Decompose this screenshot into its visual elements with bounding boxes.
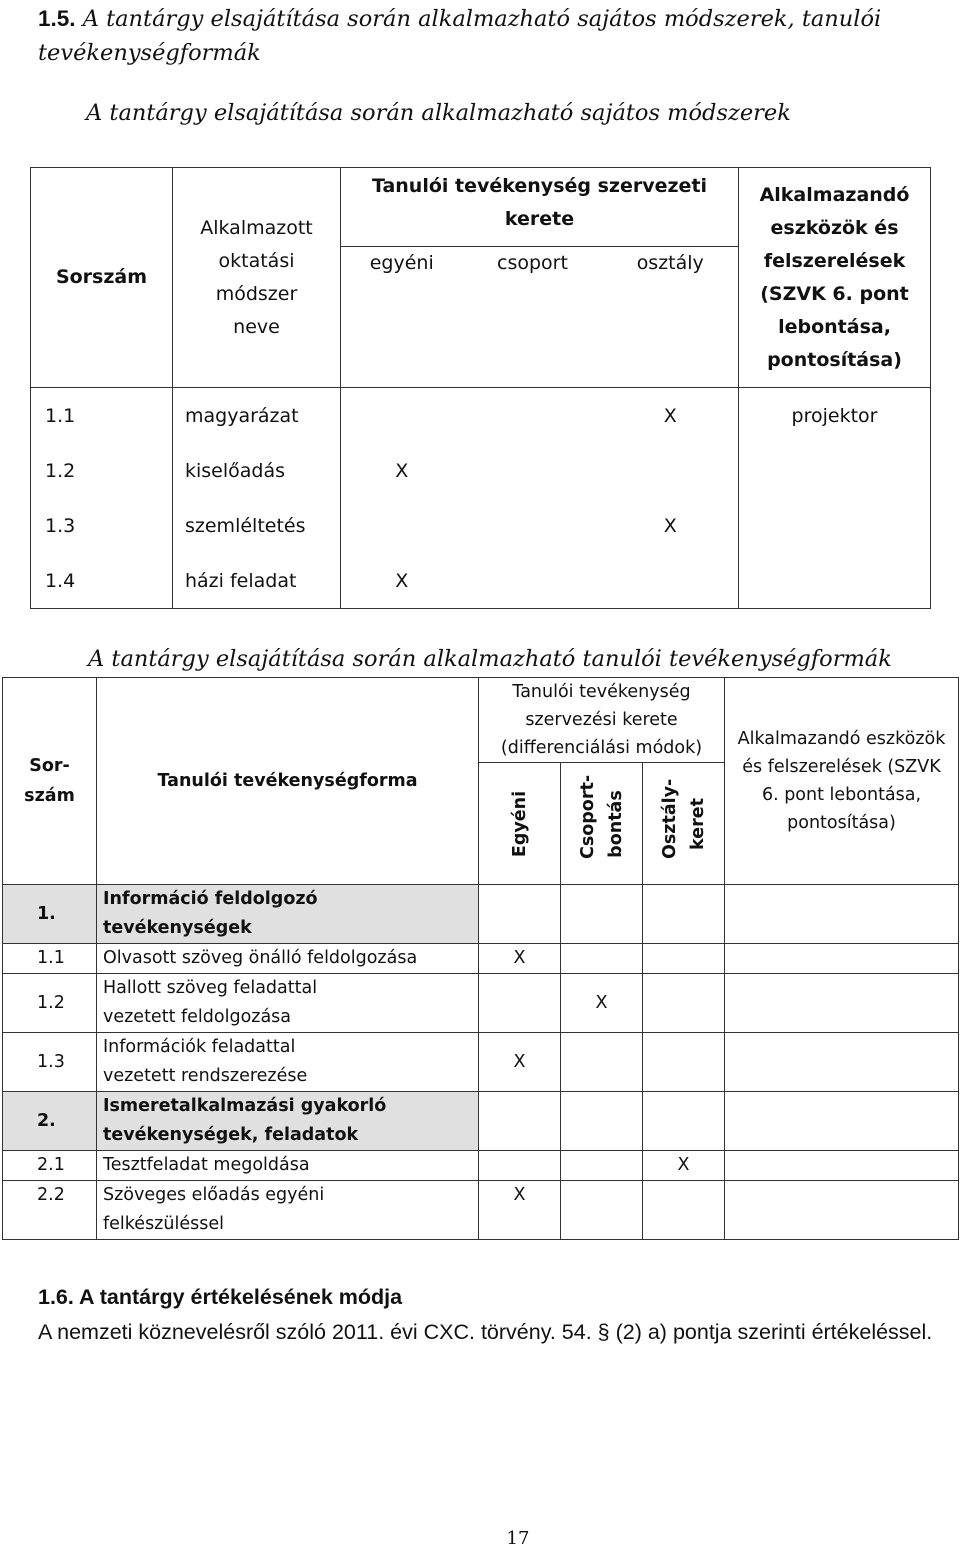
row-tools [725, 974, 959, 1033]
row-class: X [603, 498, 739, 553]
row-class [643, 944, 725, 974]
row-tools [725, 885, 959, 944]
section-number: 1.5. [38, 6, 76, 31]
row-individual: X [479, 944, 561, 974]
row-individual [479, 974, 561, 1033]
header-individual: Egyéni [509, 790, 530, 857]
row-individual [479, 885, 561, 944]
row-group [561, 1181, 643, 1240]
row-num: 1.2 [3, 974, 97, 1033]
table-row [3, 885, 959, 944]
row-name: szemléltetés [173, 498, 341, 553]
header-sorszam: Sorszám [31, 168, 173, 388]
row-tools: projektor [739, 388, 931, 444]
row-class: X [643, 1151, 725, 1181]
row-group [463, 553, 603, 609]
activity-table-caption: A tantárgy elsajátítása során alkalmazható tanulói tevékenységformák [88, 646, 892, 672]
table-row [3, 1092, 959, 1151]
header-class: osztály [603, 247, 739, 388]
row-name: házi feladat [173, 553, 341, 609]
row-class [643, 974, 725, 1033]
row-num: 1.3 [31, 498, 173, 553]
row-name: Olvasott szöveg önálló feldolgozása [97, 944, 479, 974]
row-num: 1.3 [3, 1033, 97, 1092]
row-num: 2.2 [3, 1181, 97, 1240]
row-tools [739, 443, 931, 498]
row-class [603, 443, 739, 498]
header-group: Csoport-bontás [577, 774, 626, 859]
row-group [561, 1151, 643, 1181]
row-num: 2. [3, 1092, 97, 1151]
table-row [3, 974, 959, 1033]
row-group [463, 443, 603, 498]
row-individual: X [479, 1033, 561, 1092]
row-group [561, 885, 643, 944]
row-tools [725, 1151, 959, 1181]
row-individual: X [479, 1181, 561, 1240]
row-individual [341, 498, 463, 553]
row-num: 1.2 [31, 443, 173, 498]
row-class: X [603, 388, 739, 444]
page-number: 17 [506, 1528, 530, 1549]
row-num: 1.1 [31, 388, 173, 444]
row-num: 1. [3, 885, 97, 944]
header-activity: Tanulói tevékenységforma [97, 678, 479, 885]
row-num: 1.1 [3, 944, 97, 974]
row-class [643, 1033, 725, 1092]
header-class: Osztály-keret [659, 778, 708, 859]
row-class [603, 553, 739, 609]
row-individual: X [341, 443, 463, 498]
row-class [643, 1092, 725, 1151]
row-tools [739, 498, 931, 553]
row-class [643, 885, 725, 944]
row-individual: X [341, 553, 463, 609]
row-class [643, 1181, 725, 1240]
row-name: magyarázat [173, 388, 341, 444]
row-group [561, 1092, 643, 1151]
header-individual: egyéni [341, 247, 463, 388]
row-group [561, 1033, 643, 1092]
header-tools: Alkalmazandó eszközök és felszerelések (SZVK 6. pont lebontása, pontosítása) [739, 168, 931, 388]
methods-table-caption: A tantárgy elsajátítása során alkalmazható sajátos módszerek [86, 100, 791, 126]
row-name: Szöveges előadás egyéni felkészüléssel [97, 1181, 479, 1240]
table-row [3, 1181, 959, 1240]
row-group [463, 388, 603, 444]
row-num: 2.1 [3, 1151, 97, 1181]
header-org-frame: Tanulói tevékenység szervezeti kerete [341, 168, 739, 247]
header-method: Alkalmazott oktatási módszer neve [173, 168, 341, 388]
section-heading-1-6: 1.6. A tantárgy értékelésének módja [38, 1285, 403, 1309]
row-group: X [561, 974, 643, 1033]
row-tools [739, 553, 931, 609]
header-class-cell [643, 763, 725, 885]
methods-table [30, 167, 931, 609]
row-name: kiselőadás [173, 443, 341, 498]
table-row [3, 944, 959, 974]
row-name: Tesztfeladat megoldása [97, 1151, 479, 1181]
row-tools [725, 944, 959, 974]
row-individual [341, 388, 463, 444]
row-num: 1.4 [31, 553, 173, 609]
section-title: A tantárgy elsajátítása során alkalmazható sajátos módszerek, tanulói tevékenységformák [38, 6, 882, 66]
row-tools [725, 1033, 959, 1092]
row-name: Információk feladattal vezetett rendszerezése [97, 1033, 479, 1092]
row-tools [725, 1092, 959, 1151]
section-1-6-text: A nemzeti köznevelésről szóló 2011. évi CXC. törvény. 54. § (2) a) pontja szerinti értékeléssel. [38, 1320, 933, 1344]
header-group: csoport [463, 247, 603, 388]
row-tools [725, 1181, 959, 1240]
header-tools: Alkalmazandó eszközök és felszerelések (SZVK 6. pont lebontása, pontosítása) [725, 678, 959, 885]
header-sorszam: Sor-szám [3, 678, 97, 885]
row-individual [479, 1092, 561, 1151]
row-individual [479, 1151, 561, 1181]
header-org-frame: Tanulói tevékenység szervezési kerete (differenciálási módok) [479, 678, 725, 763]
table-row [3, 1151, 959, 1181]
row-group [463, 498, 603, 553]
row-name: Hallott szöveg feladattal vezetett feldolgozása [97, 974, 479, 1033]
row-name: Információ feldolgozó tevékenységek [97, 885, 479, 944]
table-row [3, 1033, 959, 1092]
row-group [561, 944, 643, 974]
row-name: Ismeretalkalmazási gyakorló tevékenységek, feladatok [97, 1092, 479, 1151]
header-group-cell [561, 763, 643, 885]
section-heading-1-5 [38, 2, 958, 70]
activity-table [2, 677, 959, 1240]
header-individual-cell [479, 763, 561, 885]
